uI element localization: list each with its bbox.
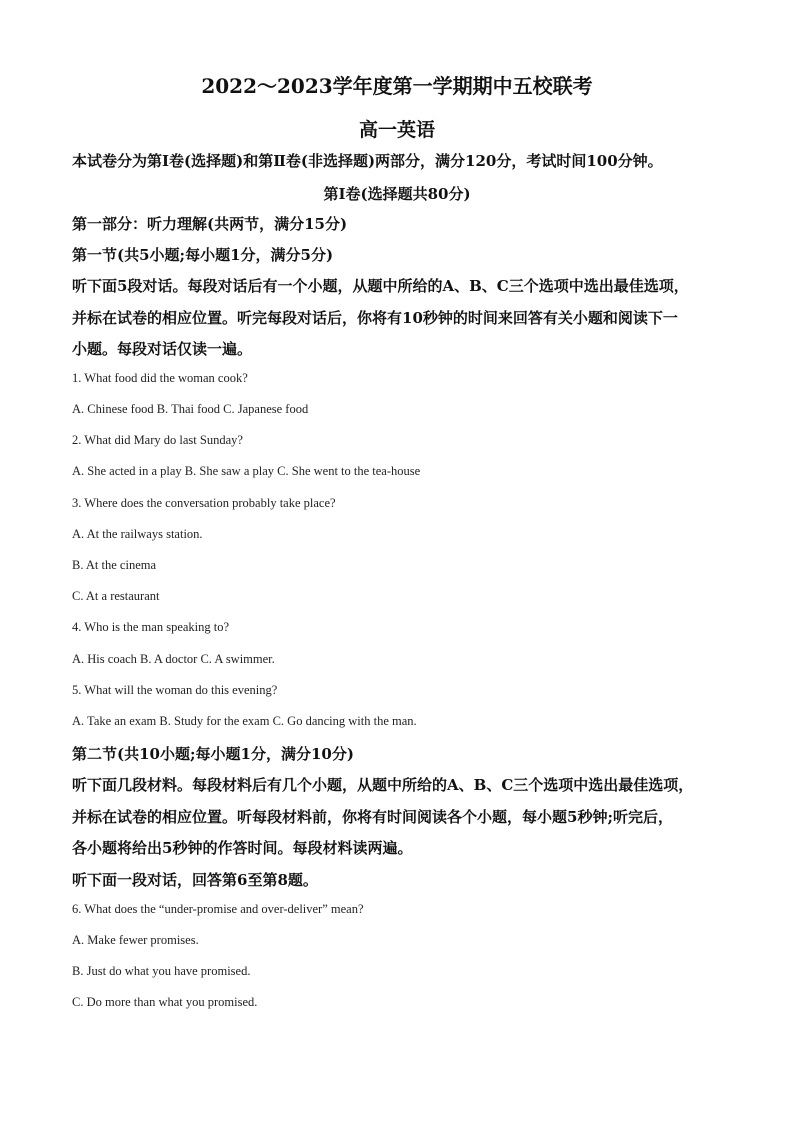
- dialogue-intro: 听下面一段对话，回答第6至第8题。: [72, 871, 318, 889]
- question-2: 2. What did Mary do last Sunday?: [72, 433, 243, 447]
- exam-subject: 高一英语: [358, 119, 435, 141]
- exam-title: 2022～2023学年度第一学期期中五校联考: [201, 74, 593, 98]
- question-3-option-b: B. At the cinema: [72, 558, 157, 572]
- question-1-options: A. Chinese food B. Thai food C. Japanese food: [72, 402, 309, 416]
- question-3-option-a: A. At the railways station.: [72, 527, 203, 541]
- question-6-option-a: A. Make fewer promises.: [72, 933, 199, 947]
- section1-heading: 第一节(共5小题;每小题1分，满分5分): [72, 246, 334, 264]
- question-5-options: A. Take an exam B. Study for the exam C. Go dancing with the man.: [72, 714, 417, 728]
- question-3-option-c: C. At a restaurant: [72, 589, 160, 603]
- question-6-option-c: C. Do more than what you promised.: [72, 995, 258, 1009]
- section1-instruction-line: 并标在试卷的相应位置。听完每段对话后，你将有10秒钟的时间来回答有关小题和阅读下一: [72, 309, 678, 327]
- section2-instruction-line: 各小题将给出5秒钟的作答时间。每段材料读两遍。: [72, 839, 413, 857]
- question-6: 6. What does the “under-promise and over-deliver” mean?: [72, 902, 364, 916]
- question-2-options: A. She acted in a play B. She saw a play C. She went to the tea-house: [72, 464, 421, 478]
- section2-heading: 第二节(共10小题;每小题1分，满分10分): [72, 745, 354, 763]
- question-3: 3. Where does the conversation probably take place?: [72, 496, 336, 510]
- question-4-options: A. His coach B. A doctor C. A swimmer.: [72, 652, 275, 666]
- section1-instruction-line: 听下面5段对话。每段对话后有一个小题，从题中所给的A、B、C三个选项中选出最佳选项，: [72, 277, 689, 295]
- section2-instruction-line: 并标在试卷的相应位置。听每段材料前，你将有时间阅读各个小题，每小题5秒钟;听完后，: [72, 808, 673, 826]
- volume-heading: 第Ⅰ卷(选择题共80分): [323, 185, 471, 203]
- question-6-option-b: B. Just do what you have promised.: [72, 964, 251, 978]
- exam-intro: 本试卷分为第Ⅰ卷(选择题)和第Ⅱ卷(非选择题)两部分，满分120分，考试时间100分钟。: [72, 152, 663, 170]
- question-4: 4. Who is the man speaking to?: [72, 620, 230, 634]
- section1-instruction-line: 小题。每段对话仅读一遍。: [72, 340, 253, 358]
- part1-heading: 第一部分：听力理解(共两节，满分15分): [72, 215, 348, 233]
- question-5: 5. What will the woman do this evening?: [72, 683, 278, 697]
- section2-instruction-line: 听下面几段材料。每段材料后有几个小题，从题中所给的A、B、C三个选项中选出最佳选项，: [72, 776, 694, 794]
- question-1: 1. What food did the woman cook?: [72, 371, 248, 385]
